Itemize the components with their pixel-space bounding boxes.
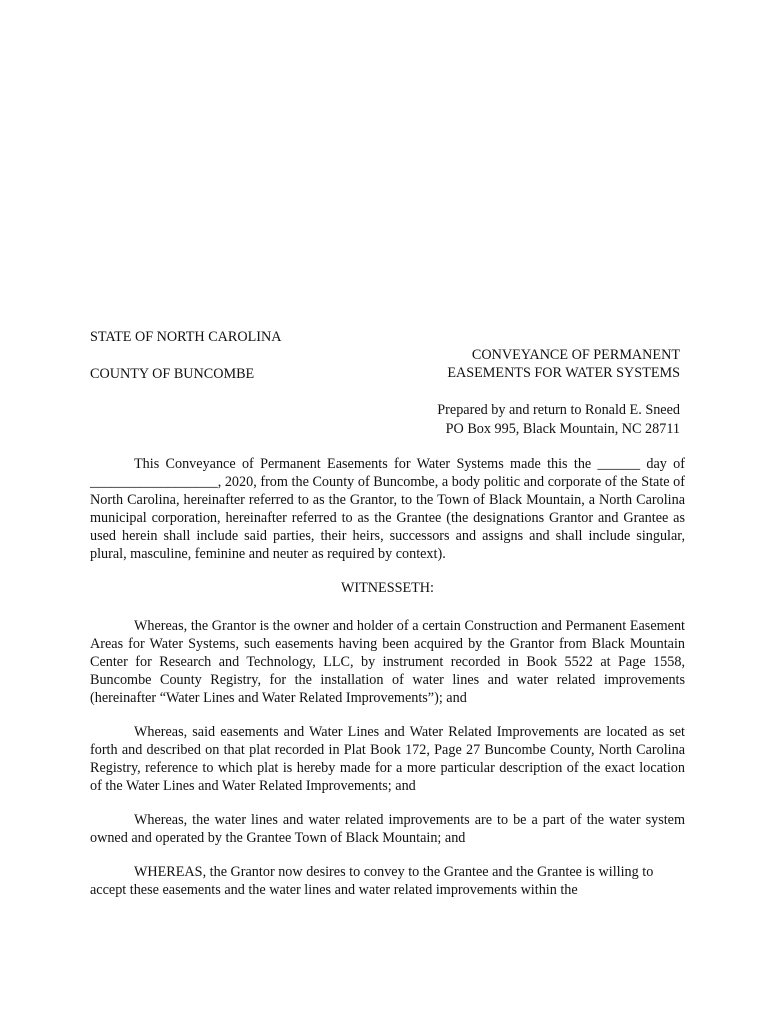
document-body <box>90 455 685 915</box>
whereas-paragraph-1: Whereas, the Grantor is the owner and holder of a certain Construction and Permanent Easement Areas for Water Systems, such easements having been acquired by the Grantor from Black Mountain Center for Research and Technology, LLC, by instrument recorded in Book 5522 at Page 1558, Buncombe County Registry, for the installation of water lines and water related improvements (hereinafter “Water Lines and Water Related Improvements”); and <box>90 618 685 706</box>
whereas-paragraph-3: Whereas, the water lines and water related improvements are to be a part of the water system owned and operated by the Grantee Town of Black Mountain; and <box>90 812 685 846</box>
county-heading: COUNTY OF BUNCOMBE <box>90 366 255 382</box>
document-title-line-2: EASEMENTS FOR WATER SYSTEMS <box>447 365 680 381</box>
document-title-line-1: CONVEYANCE OF PERMANENT <box>471 347 680 363</box>
whereas-paragraph-2: Whereas, said easements and Water Lines and Water Related Improvements are located as set forth and described on that plat recorded in Plat Book 172, Page 27 Buncombe County, North Carolina Registry, reference to which plat is hereby made for a more particular description of the exact location of the Water Lines and Water Related Improvements; and <box>90 724 685 794</box>
witnesseth-heading: WITNESSETH: <box>341 580 434 596</box>
document-title <box>380 346 680 382</box>
whereas-paragraph-4: WHEREAS, the Grantor now desires to convey to the Grantee and the Grantee is willing to accept these easements and the water lines and water related improvements within the <box>90 864 654 898</box>
prepared-by-block <box>380 401 680 439</box>
return-address-line: PO Box 995, Black Mountain, NC 28711 <box>445 421 680 437</box>
intro-paragraph: This Conveyance of Permanent Easements for Water Systems made this the ______ day of __________________, 2020, from the County of Buncombe, a body politic and corporate of the State of North Carolina, hereinafter referred to as the Grantor, to the Town of Black Mountain, a North Carolina municipal corporation, hereinafter referred to as the Grantee (the designations Grantor and Grantee as used herein shall include said parties, their heirs, successors and assigns and shall include singular, plural, masculine, feminine and neuter as required by context). <box>90 456 685 562</box>
state-heading: STATE OF NORTH CAROLINA <box>90 329 282 345</box>
prepared-by-line: Prepared by and return to Ronald E. Sneed <box>437 402 680 418</box>
